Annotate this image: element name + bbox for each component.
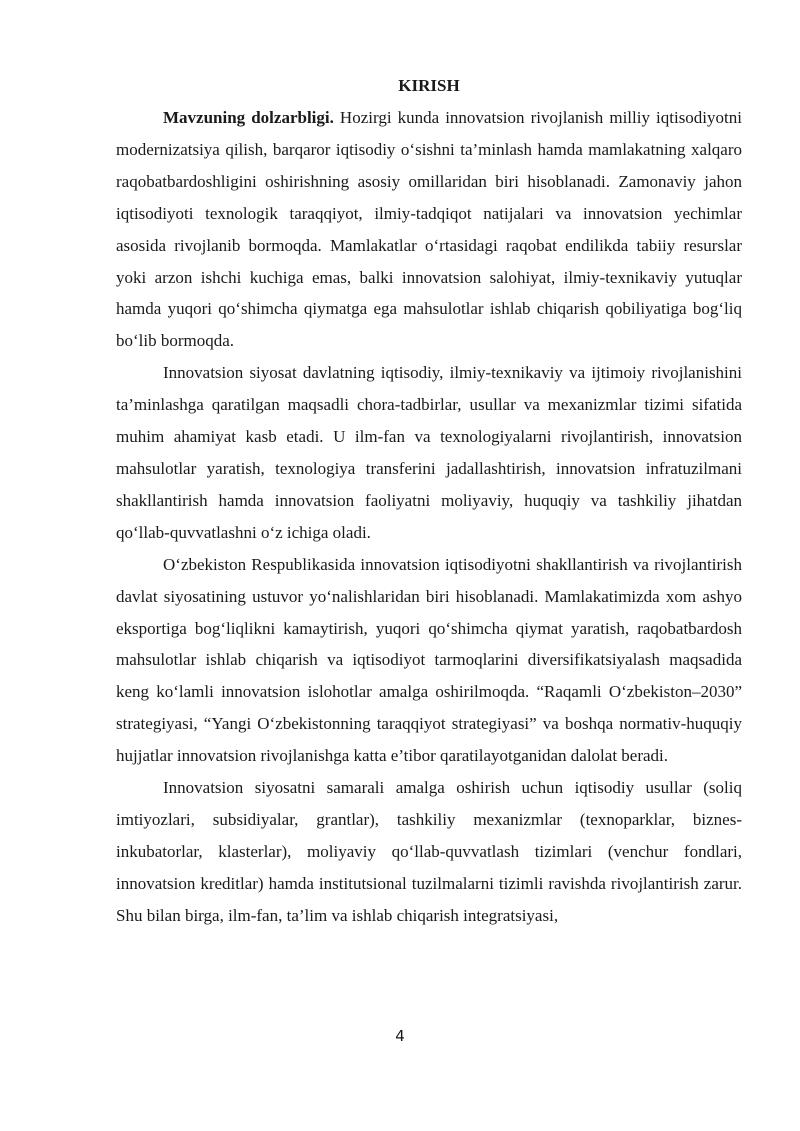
page-number: 4 [395,1027,405,1045]
paragraph-relevance [116,102,742,357]
paragraph-uzbekistan: O‘zbekiston Respublikasida innovatsion iqtisodiyotni shakllantirish va rivojlantirish davlat siyosatining ustuvor yo‘nalishlaridan biri hisoblanadi. Mamlakatimizda xom ashyo eksportiga bog‘liqlikni kamaytirish, yuqori qo‘shimcha qiymat yaratish, raqobatbardosh mahsulotlar ishlab chiqarish va iqtisodiyot tarmoqlarini diversifikatsiyalash maqsadida keng ko‘lamli innovatsion islohotlar amalga oshirilmoqda. “Raqamli O‘zbekiston–2030” strategiyasi, “Yangi O‘zbekistonning taraqqiyot strategiyasi” va boshqa normativ-huquqiy hujjatlar innovatsion rivojlanishga katta e’tibor qaratilayotganidan dalolat beradi. [116,554,742,766]
document-page [116,70,742,932]
paragraph-text: Hozirgi kunda innovatsion rivojlanish milliy iqtisodiyotni modernizatsiya qilish, barqaror iqtisodiy o‘sishni ta’minlash hamda mamlakatning xalqaro raqobatbardoshligini oshirishning asosiy omillaridan biri hisoblanadi. Zamonaviy jahon iqtisodiyoti texnologik taraqqiyot, ilmiy-tadqiqot natijalari va innovatsion yechimlar asosida rivojlanib bormoqda. Mamlakatlar o‘rtasidagi raqobat endilikda tabiiy resurslar yoki arzon ishchi kuchiga emas, balki innovatsion salohiyat, ilmiy-texnikaviy yutuqlar hamda yuqori qo‘shimcha qiymatga ega mahsulotlar ishlab chiqarish qobiliyatiga bog‘liq bo‘lib bormoqda. [116,108,742,351]
section-heading: KIRISH [398,76,460,95]
paragraph-innovation-policy: Innovatsion siyosat davlatning iqtisodiy, ilmiy-texnikaviy va ijtimoiy rivojlanishini ta’minlashga qaratilgan maqsadli chora-tadbirlar, usullar va mexanizmlar tizimi sifatida muhim ahamiyat kasb etadi. U ilm-fan va texnologiyalarni rivojlantirish, innovatsion mahsulotlar yaratish, texnologiya transferini jadallashtirish, innovatsion infratuzilmani shakllantirish hamda innovatsion faoliyatni moliyaviy, huquqiy va tashkiliy jihatdan qo‘llab-quvvatlashni o‘z ichiga oladi. [116,363,742,542]
paragraph-lead: Mavzuning dolzarbligi. [163,108,334,127]
paragraph-implementation: Innovatsion siyosatni samarali amalga oshirish uchun iqtisodiy usullar (soliq imtiyozlari, subsidiyalar, grantlar), tashkiliy mexanizmlar (texnoparklar, biznes-inkubatorlar, klasterlar), moliyaviy qo‘llab-quvvatlash tizimlari (venchur fondlari, innovatsion kreditlar) hamda institutsional tuzilmalarni tizimli ravishda rivojlantirish zarur. Shu bilan birga, ilm-fan, ta’lim va ishlab chiqarish integratsiyasi, [116,778,742,925]
